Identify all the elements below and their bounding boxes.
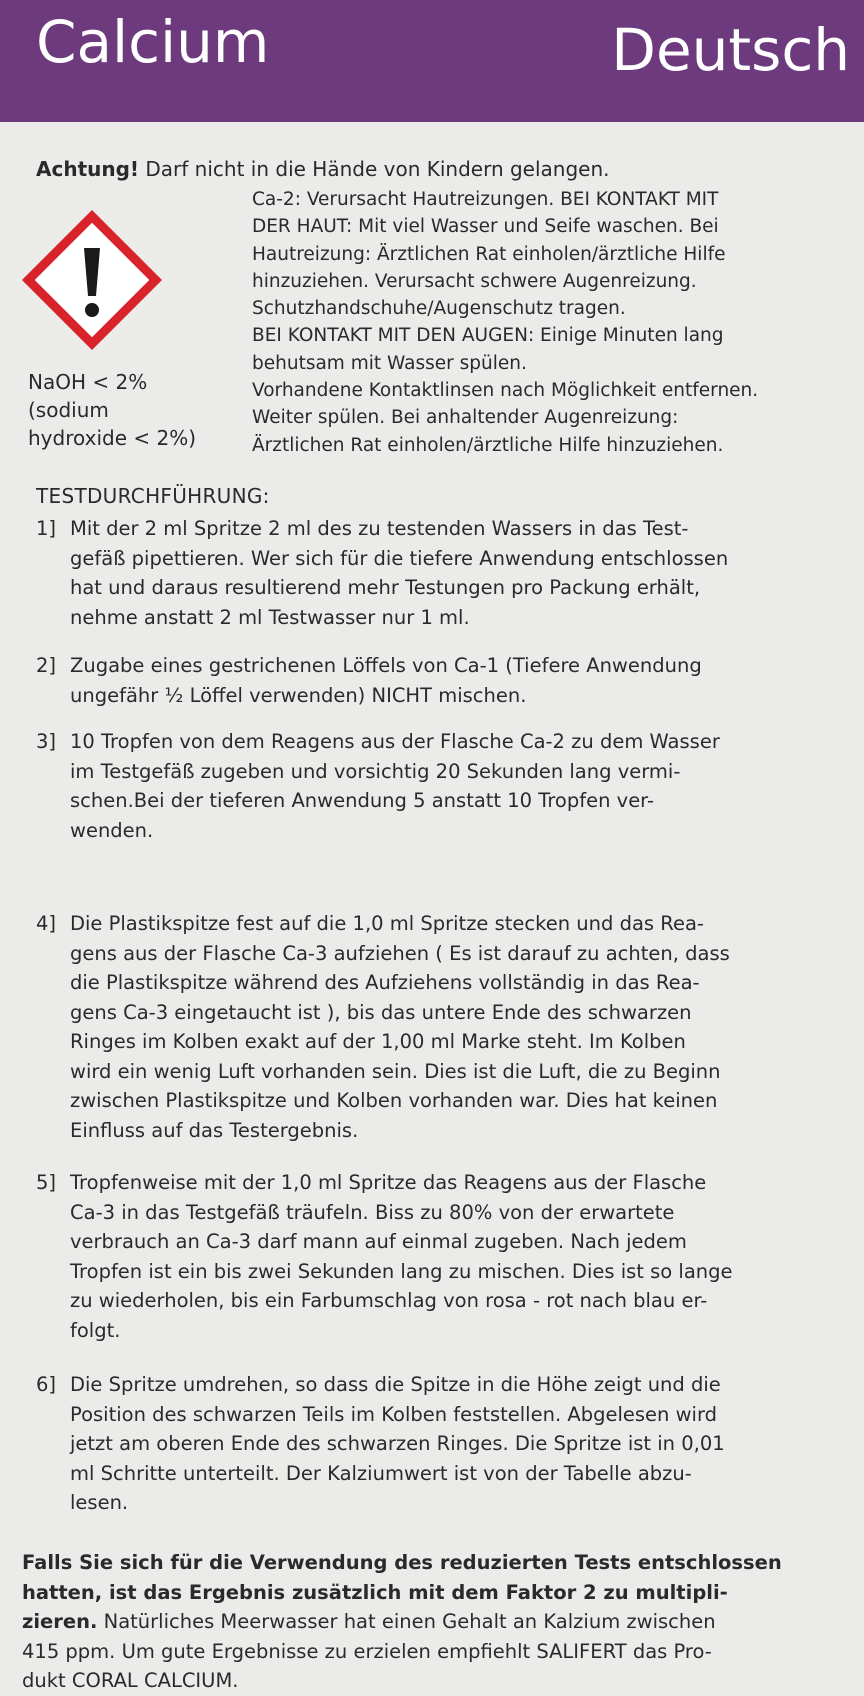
final-bold-line: Falls Sie sich für die Verwendung des reduzierten Tests entschlossen: [22, 1551, 782, 1574]
hazard-line: Ärztlichen Rat einholen/ärztliche Hilfe hinzuziehen.: [252, 434, 724, 456]
naoh-line: hydroxide < 2%): [28, 426, 197, 450]
hazard-line: Ca-2: Verursacht Hautreizungen. BEI KONTAKT MIT: [252, 189, 719, 210]
step-line: folgt.: [70, 1318, 121, 1342]
step-line: zwischen Plastikspitze und Kolben vorhanden war. Dies hat keinen: [70, 1089, 718, 1112]
step-text: [70, 651, 862, 710]
hazard-line: Weiter spülen. Bei anhaltender Augenreizung:: [252, 407, 679, 429]
step-2: [36, 651, 862, 710]
step-line: Mit der 2 ml Spritze 2 ml des zu testenden Wassers in das Test-: [70, 517, 689, 540]
hazard-line: Hautreizung: Ärztlichen Rat einholen/ärztliche Hilfe: [252, 243, 726, 265]
step-number: 3]: [36, 730, 57, 753]
naoh-line: (sodium: [28, 398, 109, 422]
final-mixed-line: [22, 1607, 862, 1637]
step-number: 6]: [36, 1373, 57, 1396]
step-line: wenden.: [70, 818, 154, 842]
step-line: Ringes im Kolben exakt auf der 1,00 ml Marke steht. Im Kolben: [70, 1030, 686, 1053]
step-line: hat und daraus resultierend mehr Testungen pro Packung erhält,: [70, 576, 701, 599]
step-line: gens Ca-3 eingetaucht ist ), bis das untere Ende des schwarzen: [70, 1000, 692, 1024]
step-line: jetzt am oberen Ende des schwarzen Ringes. Die Spritze ist in 0,01: [70, 1432, 725, 1455]
final-bold-line: zieren.: [22, 1610, 98, 1633]
step-3: [36, 727, 862, 845]
warning-bold: Achtung!: [36, 157, 140, 181]
hazard-line: Schutzhandschuhe/Augenschutz tragen.: [252, 298, 626, 320]
final-line: 415 ppm. Um gute Ergebnisse zu erzielen empfiehlt SALIFERT das Pro-: [22, 1639, 712, 1663]
step-text: [70, 1370, 862, 1518]
step-number: 2]: [36, 654, 57, 677]
step-line: nehme anstatt 2 ml Testwasser nur 1 ml.: [70, 605, 470, 629]
step-line: Die Spritze umdrehen, so dass die Spitze in die Höhe zeigt und die: [70, 1373, 721, 1396]
step-line: schen.Bei der tieferen Anwendung 5 anstatt 10 Tropfen ver-: [70, 789, 654, 812]
step-line: Position des schwarzen Teils im Kolben feststellen. Abgelesen wird: [70, 1402, 717, 1426]
hazard-line: BEI KONTAKT MIT DEN AUGEN: Einige Minuten lang: [252, 325, 724, 347]
step-line: Einfluss auf das Testergebnis.: [70, 1118, 359, 1142]
step-line: im Testgefäß zugeben und vorsichtig 20 Sekunden lang vermi-: [70, 759, 681, 783]
step-6: [36, 1370, 862, 1518]
step-line: wird ein wenig Luft vorhanden sein. Dies ist die Luft, die zu Beginn: [70, 1059, 721, 1083]
warning-heading: [36, 157, 610, 181]
language-title: Deutsch: [611, 16, 850, 84]
hazard-line: hinzuziehen. Verursacht schwere Augenreizung.: [252, 270, 697, 292]
step-line: 10 Tropfen von dem Reagens aus der Flasche Ca-2 zu dem Wasser: [70, 730, 720, 753]
final-note: [22, 1548, 862, 1696]
step-1: [36, 514, 862, 632]
step-number: 4]: [36, 912, 57, 935]
exclamation-hazard-icon: [22, 210, 162, 350]
final-line: dukt CORAL CALCIUM.: [22, 1669, 239, 1692]
step-5: [36, 1168, 862, 1345]
product-title: Calcium: [36, 8, 270, 76]
step-text: [70, 909, 862, 1145]
step-text: [70, 1168, 862, 1345]
final-bold-line: hatten, ist das Ergebnis zusätzlich mit dem Faktor 2 zu multipli-: [22, 1580, 728, 1604]
naoh-note: [28, 368, 238, 452]
hazard-statements: [252, 186, 862, 459]
step-text: [70, 727, 862, 845]
step-line: gefäß pipettieren. Wer sich für die tiefere Anwendung entschlossen: [70, 546, 729, 570]
header-bar: [0, 0, 864, 122]
step-4: [36, 909, 862, 1145]
step-line: Tropfen ist ein bis zwei Sekunden lang zu mischen. Dies ist so lange: [70, 1259, 733, 1283]
step-line: Die Plastikspitze fest auf die 1,0 ml Spritze stecken und das Rea-: [70, 912, 704, 935]
step-number: 1]: [36, 517, 57, 540]
step-line: Ca-3 in das Testgefäß träufeln. Biss zu 80% von der erwartete: [70, 1200, 675, 1224]
step-number: 5]: [36, 1171, 57, 1194]
step-line: die Plastikspitze während des Aufziehens vollständig in das Rea-: [70, 971, 700, 994]
step-text: [70, 514, 862, 632]
step-line: zu wiederholen, bis ein Farbumschlag von rosa - rot nach blau er-: [70, 1289, 708, 1312]
hazard-line: behutsam mit Wasser spülen.: [252, 352, 527, 374]
naoh-line: NaOH < 2%: [28, 370, 148, 394]
step-line: verbrauch an Ca-3 darf mann auf einmal zugeben. Nach jedem: [70, 1230, 687, 1253]
step-line: ml Schritte unterteilt. Der Kalziumwert ist von der Tabelle abzu-: [70, 1461, 692, 1485]
test-procedure-heading: TESTDURCHFÜHRUNG:: [36, 484, 270, 508]
hazard-line: DER HAUT: Mit viel Wasser und Seife waschen. Bei: [252, 216, 719, 238]
step-line: Tropfenweise mit der 1,0 ml Spritze das Reagens aus der Flasche: [70, 1171, 707, 1194]
step-line: gens aus der Flasche Ca-3 aufziehen ( Es ist darauf zu achten, dass: [70, 941, 730, 965]
final-text: Natürliches Meerwasser hat einen Gehalt an Kalzium zwischen: [97, 1610, 716, 1633]
step-line: Zugabe eines gestrichenen Löffels von Ca-1 (Tiefere Anwendung: [70, 654, 702, 677]
step-line: lesen.: [70, 1491, 129, 1514]
warning-text: Darf nicht in die Hände von Kindern gelangen.: [139, 157, 610, 181]
step-line: ungefähr ½ Löffel verwenden) NICHT mischen.: [70, 683, 527, 707]
hazard-line: Vorhandene Kontaktlinsen nach Möglichkeit entfernen.: [252, 380, 759, 402]
